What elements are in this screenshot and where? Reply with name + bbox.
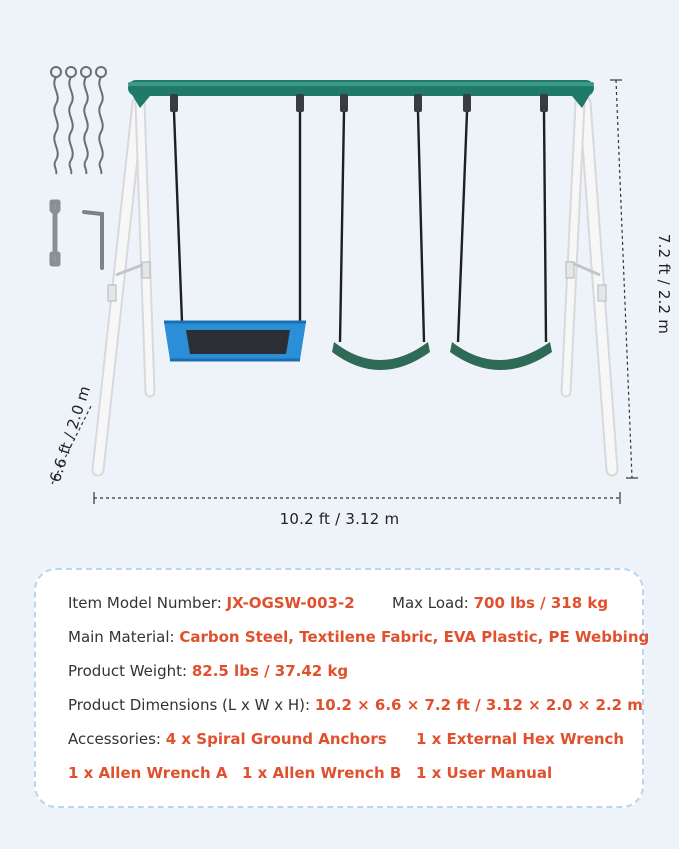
top-beam [128, 80, 594, 108]
accessory-hex-row [416, 730, 624, 748]
accessory-allen-a: 1 x Allen Wrench A [68, 764, 228, 782]
nest-swing-seat [164, 322, 306, 360]
specifications-box [34, 568, 650, 808]
dimensions-value: 10.2 × 6.6 × 7.2 ft / 3.12 × 2.0 × 2.2 m [314, 696, 643, 714]
hex-wrench-icon [52, 202, 58, 264]
belt-swing-seat [332, 342, 430, 370]
max-load-value: 700 lbs / 318 kg [473, 594, 609, 612]
accessory-manual-row [416, 764, 552, 782]
accessory-hex: 1 x External Hex Wrench [416, 730, 625, 748]
accessories-label: Accessories: [68, 730, 161, 748]
accessories-row-2 [68, 764, 227, 782]
material-row [68, 628, 649, 646]
height-dimension-label: 7.2 ft / 2.2 m [655, 233, 674, 335]
left-a-frame [98, 103, 150, 470]
material-value: Carbon Steel, Textilene Fabric, EVA Plastic, PE Webbing [179, 628, 650, 646]
material-label: Main Material: [68, 628, 175, 646]
accessory-manual: 1 x User Manual [416, 764, 553, 782]
right-a-frame [566, 103, 612, 470]
swing-ropes [174, 112, 546, 342]
model-value: JX-OGSW-003-2 [226, 594, 355, 612]
dimensions-row [68, 696, 643, 714]
weight-row [68, 662, 348, 680]
accessory-allen-b-row [242, 764, 401, 782]
accessory-anchors: 4 x Spiral Ground Anchors [165, 730, 387, 748]
model-label: Item Model Number: [68, 594, 222, 612]
spiral-anchors-icon [51, 67, 106, 174]
model-row [68, 594, 355, 612]
depth-dimension-label: 6.6 ft / 2.0 m [46, 383, 95, 485]
belt-swing-seat-2 [450, 342, 552, 370]
width-dimension-label: 10.2 ft / 3.12 m [279, 510, 400, 528]
max-load-label: Max Load: [392, 594, 469, 612]
weight-label: Product Weight: [68, 662, 188, 680]
accessory-allen-b: 1 x Allen Wrench B [242, 764, 402, 782]
dimensions-label: Product Dimensions (L x W x H): [68, 696, 311, 714]
accessories-row [68, 730, 387, 748]
allen-wrench-icon [84, 212, 102, 268]
max-load-row [392, 594, 608, 612]
swing-hangers [170, 94, 548, 112]
weight-value: 82.5 lbs / 37.42 kg [191, 662, 349, 680]
